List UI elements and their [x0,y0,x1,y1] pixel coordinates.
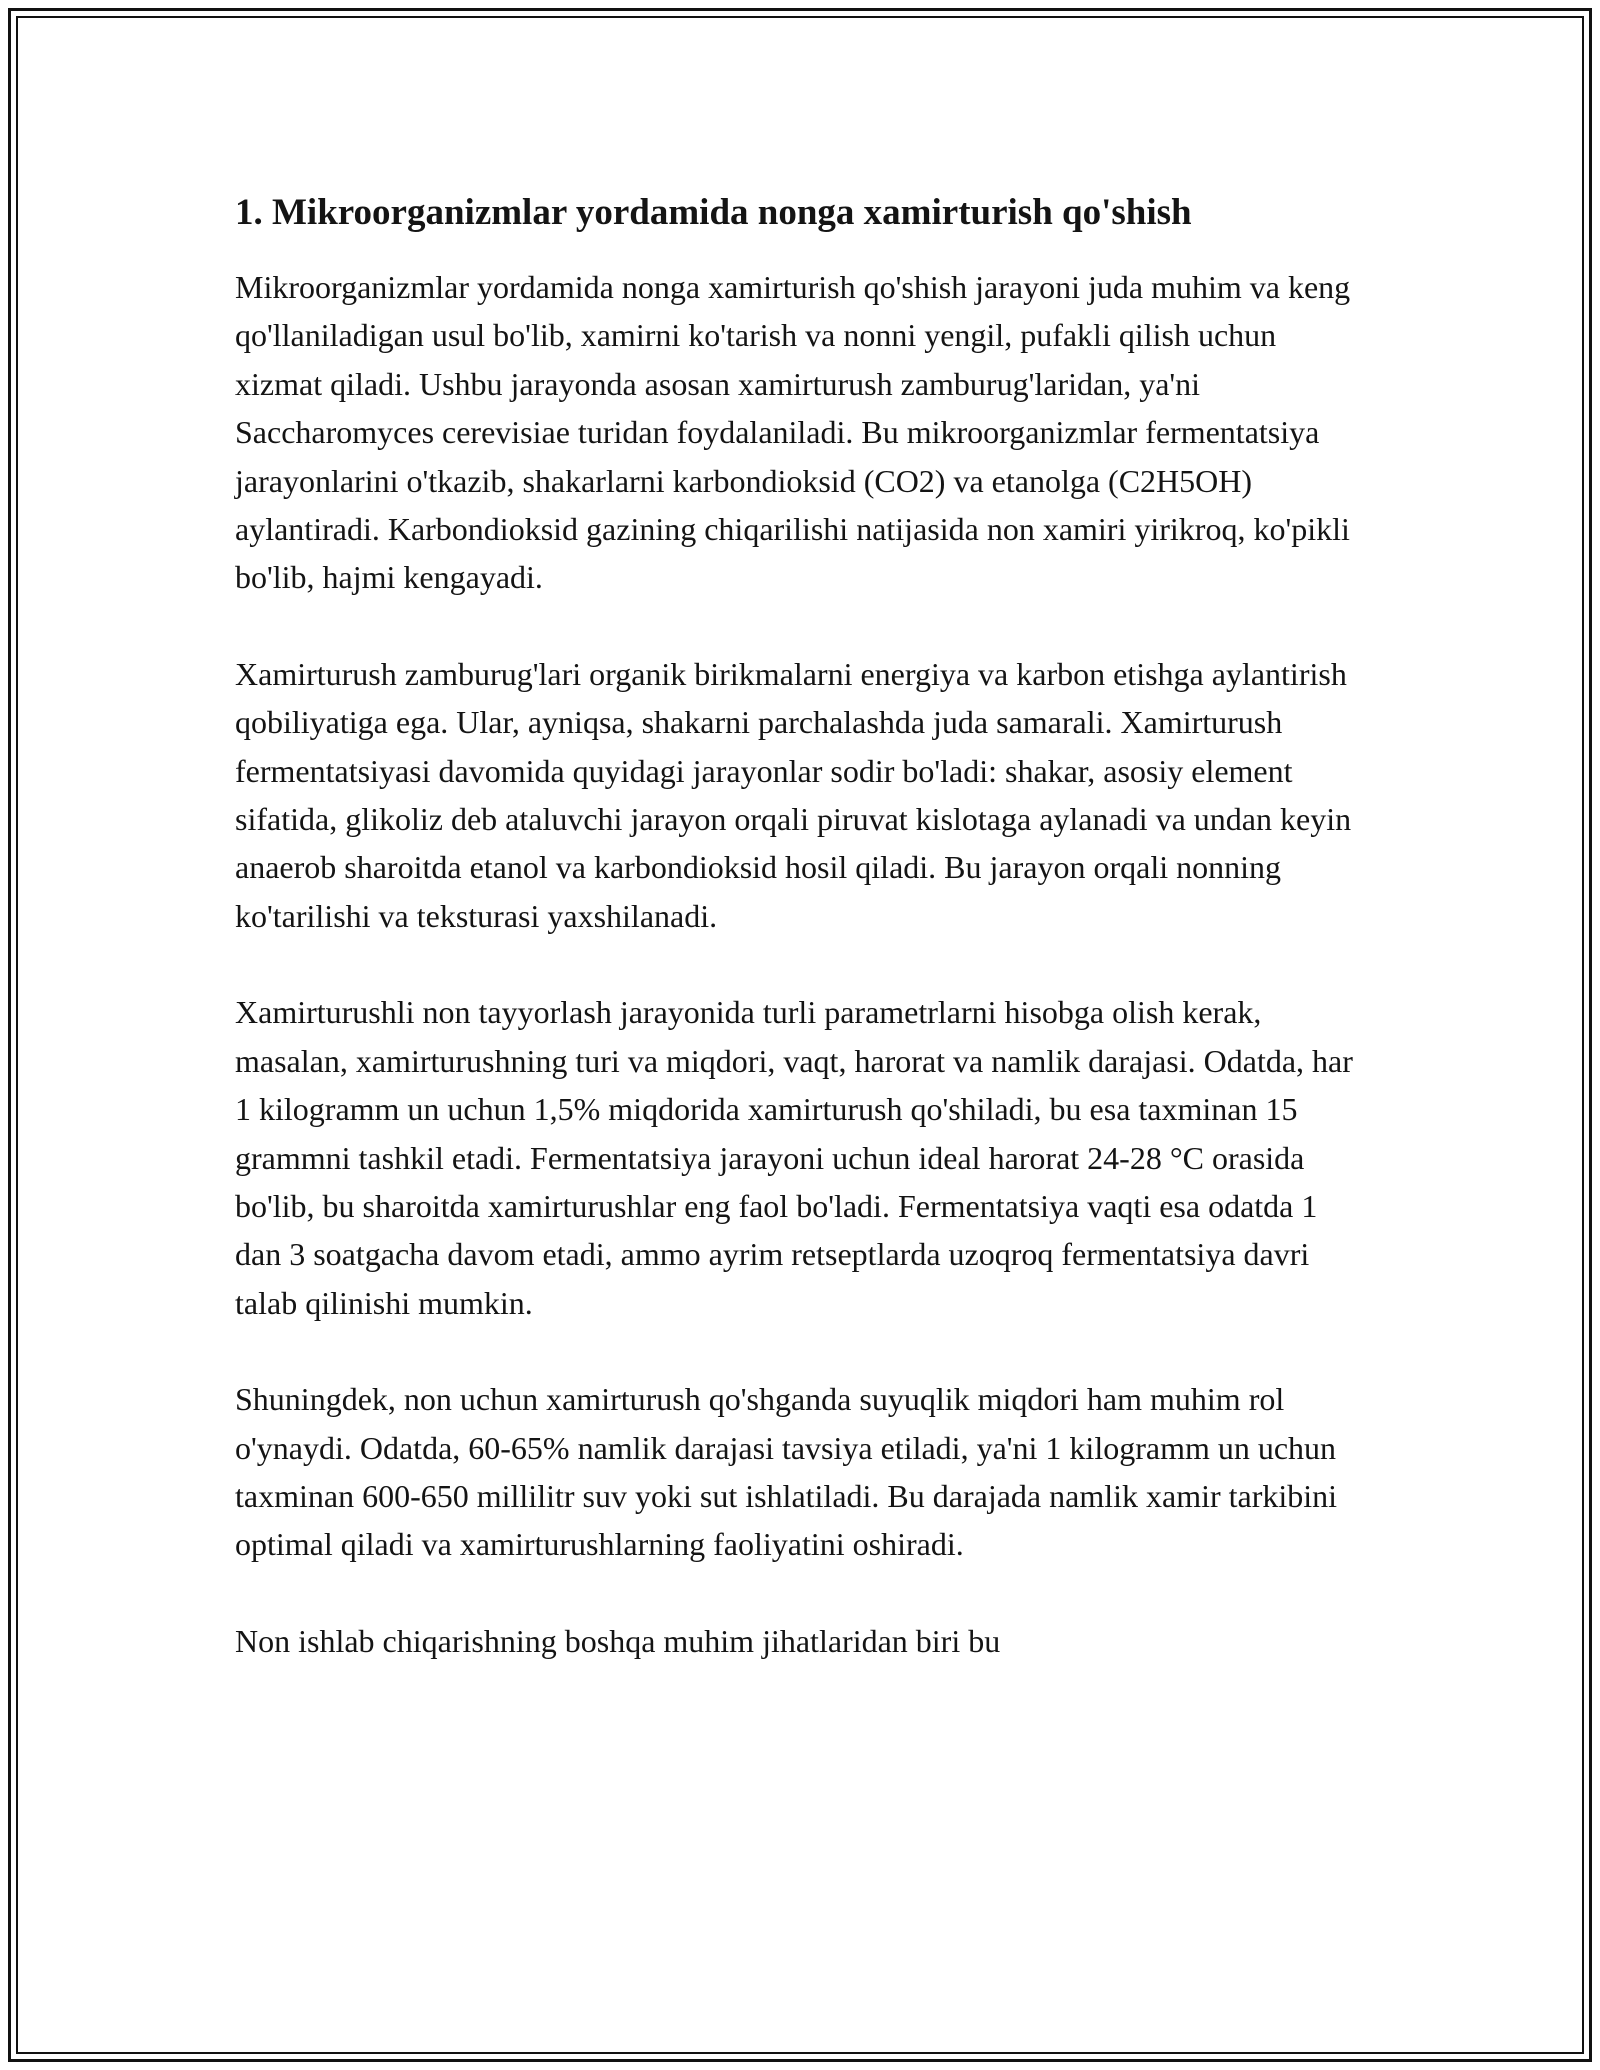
paragraph-1: Mikroorganizmlar yordamida nonga xamirturish qo'shish jarayoni juda muhim va keng qo'llaniladigan usul bo'lib, xamirni ko'tarish va nonni yengil, pufakli qilish uchun xizmat qiladi. Ushbu jarayonda asosan xamirturush zamburug'laridan, ya'ni Saccharomyces cerevisiae turidan foydalaniladi. Bu mikroorganizmlar fermentatsiya jarayonlarini o'tkazib, shakarlarni karbondioksid (CO2) va etanolga (C2H5OH) aylantiradi. Karbondioksid gazining chiqarilishi natijasida non xamiri yirikroq, ko'pikli bo'lib, hajmi kengayadi. [235,269,1351,596]
section-heading: 1. Mikroorganizmlar yordamida nonga xamirturish qo'shish [235,192,1192,233]
paragraph-2: Xamirturush zamburug'lari organik birikmalarni energiya va karbon etishga aylantirish qobiliyatiga ega. Ular, ayniqsa, shakarni parchalashda juda samarali. Xamirturush fermentatsiyasi davomida quyidagi jarayonlar sodir bo'ladi: shakar, asosiy element sifatida, glikoliz deb ataluvchi jarayon orqali piruvat kislotaga aylanadi va undan keyin anaerob sharoitda etanol va karbondioksid hosil qiladi. Bu jarayon orqali nonning ko'tarilishi va teksturasi yaxshilanadi. [235,655,1352,934]
paragraph-5: Non ishlab chiqarishning boshqa muhim jihatlaridan biri bu [235,1622,1001,1659]
document-body [235,185,1370,1713]
paragraph-4: Shuningdek, non uchun xamirturush qo'shganda suyuqlik miqdori ham muhim rol o'ynaydi. Odatda, 60-65% namlik darajasi tavsiya etiladi, ya'ni 1 kilogramm un uchun taxminan 600-650 millilitr suv yoki sut ishlatiladi. Bu darajada namlik xamir tarkibini optimal qiladi va xamirturushlarning faoliyatini oshiradi. [235,1381,1338,1563]
paragraph-3: Xamirturushli non tayyorlash jarayonida turli parametrlarni hisobga olish kerak, masalan, xamirturushning turi va miqdori, vaqt, harorat va namlik darajasi. Odatda, har 1 kilogramm un uchun 1,5% miqdorida xamirturush qo'shiladi, bu esa taxminan 15 grammni tashkil etadi. Fermentatsiya jarayoni uchun ideal harorat 24-28 °C orasida bo'lib, bu sharoitda xamirturushlar eng faol bo'ladi. Fermentatsiya vaqti esa odatda 1 dan 3 soatgacha davom etadi, ammo ayrim retseptlarda uzoqroq fermentatsiya davri talab qilinishi mumkin. [235,994,1353,1321]
